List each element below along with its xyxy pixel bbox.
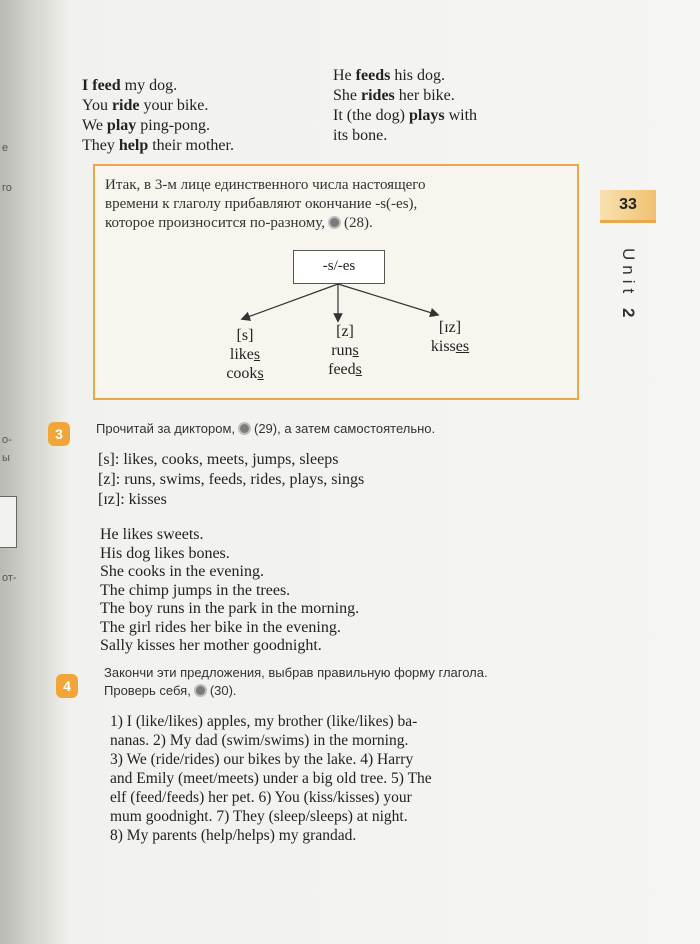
sound-group-s [215, 326, 275, 383]
example-line: She rides her bike. [333, 87, 455, 104]
rule-line: времени к глаголу прибавляют окончание -s(-es), [105, 196, 418, 212]
audio-disc-icon[interactable] [238, 422, 251, 435]
exercise-line: elf (feed/feeds) her pet. 6) You (kiss/kisses) your [110, 789, 412, 806]
page-number: 33 [600, 190, 656, 223]
example-line: It (the dog) plays with [333, 107, 478, 124]
sentence: The chimp jumps in the trees. [100, 581, 291, 599]
instruction-line: Закончи эти предложения, выбрав правильную форму глагола. [104, 665, 488, 680]
word-list-line: [s]: likes, cooks, meets, jumps, sleeps [98, 451, 339, 468]
margin-fragment: от- [2, 572, 17, 584]
grammar-rule-box [93, 164, 579, 400]
sound-label: [z] [336, 323, 354, 340]
exercise-4-badge: 4 [56, 674, 78, 698]
rule-line: Итак, в 3-м лице единственного числа настоящего [105, 177, 426, 193]
exercise-3-instruction: Прочитай за диктором, (29), а затем самостоятельно. [96, 421, 436, 436]
margin-fragment: го [2, 182, 12, 194]
example-line: They help their mother. [82, 137, 234, 154]
example-word: runs [331, 342, 359, 359]
exercise-line: 1) I (like/likes) apples, my brother (like/likes) ba- [110, 713, 418, 730]
sentence: She cooks in the evening. [100, 563, 264, 580]
rule-line: которое произносится по-разному, (28). [105, 215, 373, 231]
sentence: He likes sweets. [100, 526, 204, 543]
sentence: Sally kisses her mother goodnight. [100, 637, 322, 654]
example-line: You ride your bike. [82, 97, 209, 114]
margin-box [0, 496, 17, 548]
exercise-line: nanas. 2) My dad (swim/swims) in the morning. [110, 732, 409, 749]
exercise-line: 3) We (ride/rides) our bikes by the lake. 4) Harry [110, 751, 414, 768]
exercise-4-instruction [104, 664, 488, 700]
exercise-line: 8) My parents (help/helps) my grandad. [110, 827, 357, 844]
arrow-iz [338, 284, 435, 314]
example-line: We play ping-pong. [82, 117, 211, 134]
sentence: His dog likes bones. [100, 544, 230, 562]
exercise-3-word-lists [98, 450, 364, 510]
example-line: He feeds his dog. [333, 67, 445, 84]
sound-label: [ɪz] [438, 319, 462, 336]
sound-group-iz [415, 318, 485, 356]
margin-fragment: ы [2, 452, 10, 464]
exercise-4-text [110, 712, 432, 845]
exercise-line: and Emily (meet/meets) under a big old tree. 5) The [110, 770, 432, 787]
example-line: I feed my dog. [82, 77, 178, 94]
examples-left [82, 76, 234, 156]
sentence: The girl rides her bike in the evening. [100, 618, 341, 636]
example-word: feeds [328, 361, 362, 378]
example-line: its bone. [333, 127, 388, 144]
margin-fragment: о- [2, 434, 12, 446]
audio-disc-icon[interactable] [194, 684, 207, 697]
margin-fragment: е [2, 142, 9, 154]
exercise-3-badge: 3 [48, 422, 70, 446]
example-word: likes [229, 346, 261, 363]
unit-label: Unit 2 [619, 248, 638, 323]
sound-label: [s] [236, 327, 254, 344]
examples-right [333, 66, 477, 146]
word-list-line: [ɪz]: kisses [98, 491, 167, 508]
arrow-s [245, 284, 338, 318]
sentence: The boy runs in the park in the morning. [100, 600, 360, 617]
word-list-line: [z]: runs, swims, feeds, rides, plays, sings [98, 471, 365, 488]
ending-box: -s/-es [293, 250, 385, 284]
exercise-3-sentences [100, 526, 359, 656]
exercise-line: mum goodnight. 7) They (sleep/sleeps) at night. [110, 808, 408, 825]
sound-group-z [315, 322, 375, 379]
example-word: kisses [430, 338, 470, 355]
example-word: cooks [226, 365, 264, 382]
instruction-line: Проверь себя, (30). [104, 683, 237, 698]
